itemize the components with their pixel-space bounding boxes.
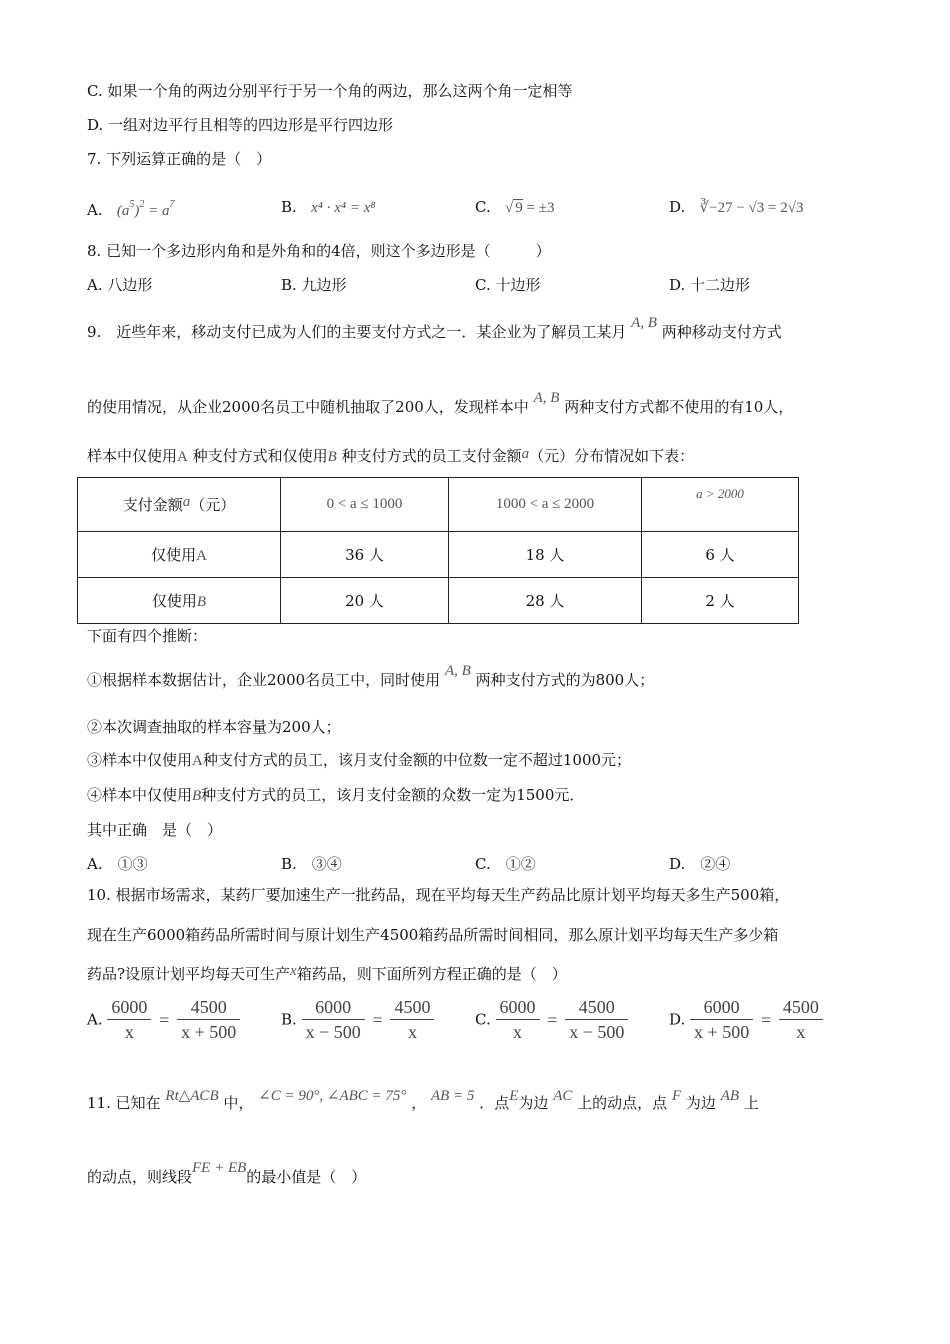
inference-3: ③样本中仅使用A种支付方式的员工，该月支付金额的中位数一定不超过1000元； [87, 751, 632, 769]
fraction: $\frac{4500}{x}$ [390, 997, 434, 1042]
fraction: $\frac{6000}{x + 500}$ [690, 997, 753, 1042]
q9-option-b: B. ③④ [281, 855, 342, 873]
fraction: $\frac{6000}{x}$ [107, 997, 151, 1042]
table-header-row [78, 478, 799, 532]
table-cell: 仅使用B [78, 578, 281, 624]
table-row [78, 532, 799, 578]
q7-option-a: A. $(a^5)^2 = a^7$ [87, 199, 175, 219]
q10-option-a: A. $\frac{6000}{x}$ = $\frac{4500}{x + 500}$ [87, 997, 240, 1042]
option-d-previous: D. 一组对边平行且相等的四边形是平行四边形 [87, 116, 394, 134]
question-9-line-2: 的使用情况，从企业2000名员工中随机抽取了200人，发现样本中 A, B 两种支付方式都不使用的有10人， [87, 390, 794, 416]
table-header-cell: 支付金额a（元） [78, 478, 281, 532]
question-9-line-3: 样本中仅使用A 种支付方式和仅使用B 种支付方式的员工支付金额a（元）分布情况如下表： [87, 446, 695, 465]
table-cell: 28 人 [449, 578, 642, 624]
table-header-cell: a > 2000 [642, 478, 799, 532]
q9-option-c: C. ①② [475, 855, 536, 873]
inference-intro: 下面有四个推断： [87, 627, 208, 645]
question-10-line-1: 10. 根据市场需求，某药厂要加速生产一批药品，现在平均每天生产药品比原计划平均每天多生产500箱， [87, 886, 790, 904]
question-11-line-2: 的动点，则线段FE + EB的最小值是（ ） [87, 1160, 367, 1186]
q8-option-c: C. 十边形 [475, 276, 541, 294]
fraction: $\frac{6000}{x}$ [496, 997, 540, 1042]
table-header-cell: 1000 < a ≤ 2000 [449, 478, 642, 532]
fraction: $\frac{6000}{x - 500}$ [302, 997, 365, 1042]
q8-option-a: A. 八边形 [87, 276, 153, 294]
question-8-stem: 8. 已知一个多边形内角和是外角和的4倍，则这个多边形是（ ） [87, 242, 551, 260]
q8-option-b: B. 九边形 [281, 276, 347, 294]
table-cell: 36 人 [281, 532, 449, 578]
option-c-previous: C. 如果一个角的两边分别平行于另一个角的两边，那么这两个角一定相等 [87, 82, 573, 100]
inference-1: ①根据样本数据估计，企业2000名员工中，同时使用 A, B 两种支付方式的为800人； [87, 663, 655, 689]
question-11-line-1: 11. 已知在 Rt△ACB 中， ∠C = 90°, ∠ABC = 75° ， AB = 5 ．点E为边 AC 上的动点，点 F 为边 AB 上 [87, 1088, 759, 1112]
q10-option-c: C. $\frac{6000}{x}$ = $\frac{4500}{x - 500}$ [475, 997, 628, 1042]
table-cell: 18 人 [449, 532, 642, 578]
table-cell: 6 人 [642, 532, 799, 578]
question-9-ask: 其中正确 是（ ） [87, 821, 223, 839]
q9-option-a: A. ①③ [87, 855, 148, 873]
q10-option-b: B. $\frac{6000}{x - 500}$ = $\frac{4500}{x}$ [281, 997, 434, 1042]
q8-option-d: D. 十二边形 [669, 276, 751, 294]
table-cell: 20 人 [281, 578, 449, 624]
table-cell: 2 人 [642, 578, 799, 624]
table-cell: 仅使用A [78, 532, 281, 578]
fraction: $\frac{4500}{x - 500}$ [565, 997, 628, 1042]
fraction: $\frac{4500}{x + 500}$ [177, 997, 240, 1042]
question-7-stem: 7. 下列运算正确的是（ ） [87, 150, 272, 168]
q7-option-b: B. x⁴ · x⁴ = x⁸ [281, 198, 376, 216]
fraction: $\frac{4500}{x}$ [779, 997, 823, 1042]
q7-option-d: D. ∛−27 − √3 = 2√3 [669, 198, 804, 216]
question-9-line-1: 9. 近些年来，移动支付已成为人们的主要支付方式之一．某企业为了解员工某月 A, B 两种移动支付方式 [87, 315, 782, 341]
q7-option-c: C. √ 9 = ±3 [475, 198, 555, 216]
payment-table [77, 477, 799, 624]
q10-option-d: D. $\frac{6000}{x + 500}$ = $\frac{4500}{x}$ [669, 997, 823, 1042]
table-header-cell: 0 < a ≤ 1000 [281, 478, 449, 532]
question-10-line-2: 现在生产6000箱药品所需时间与原计划生产4500箱药品所需时间相同，那么原计划平均每天生产多少箱 [87, 926, 779, 944]
inference-2: ②本次调查抽取的样本容量为200人； [87, 718, 341, 736]
inference-4: ④样本中仅使用B种支付方式的员工，该月支付金额的众数一定为1500元． [87, 786, 585, 804]
table-row [78, 578, 799, 624]
question-10-line-3: 药品?设原计划平均每天可生产x箱药品，则下面所列方程正确的是（ ） [87, 963, 567, 983]
q9-option-d: D. ②④ [669, 855, 731, 873]
